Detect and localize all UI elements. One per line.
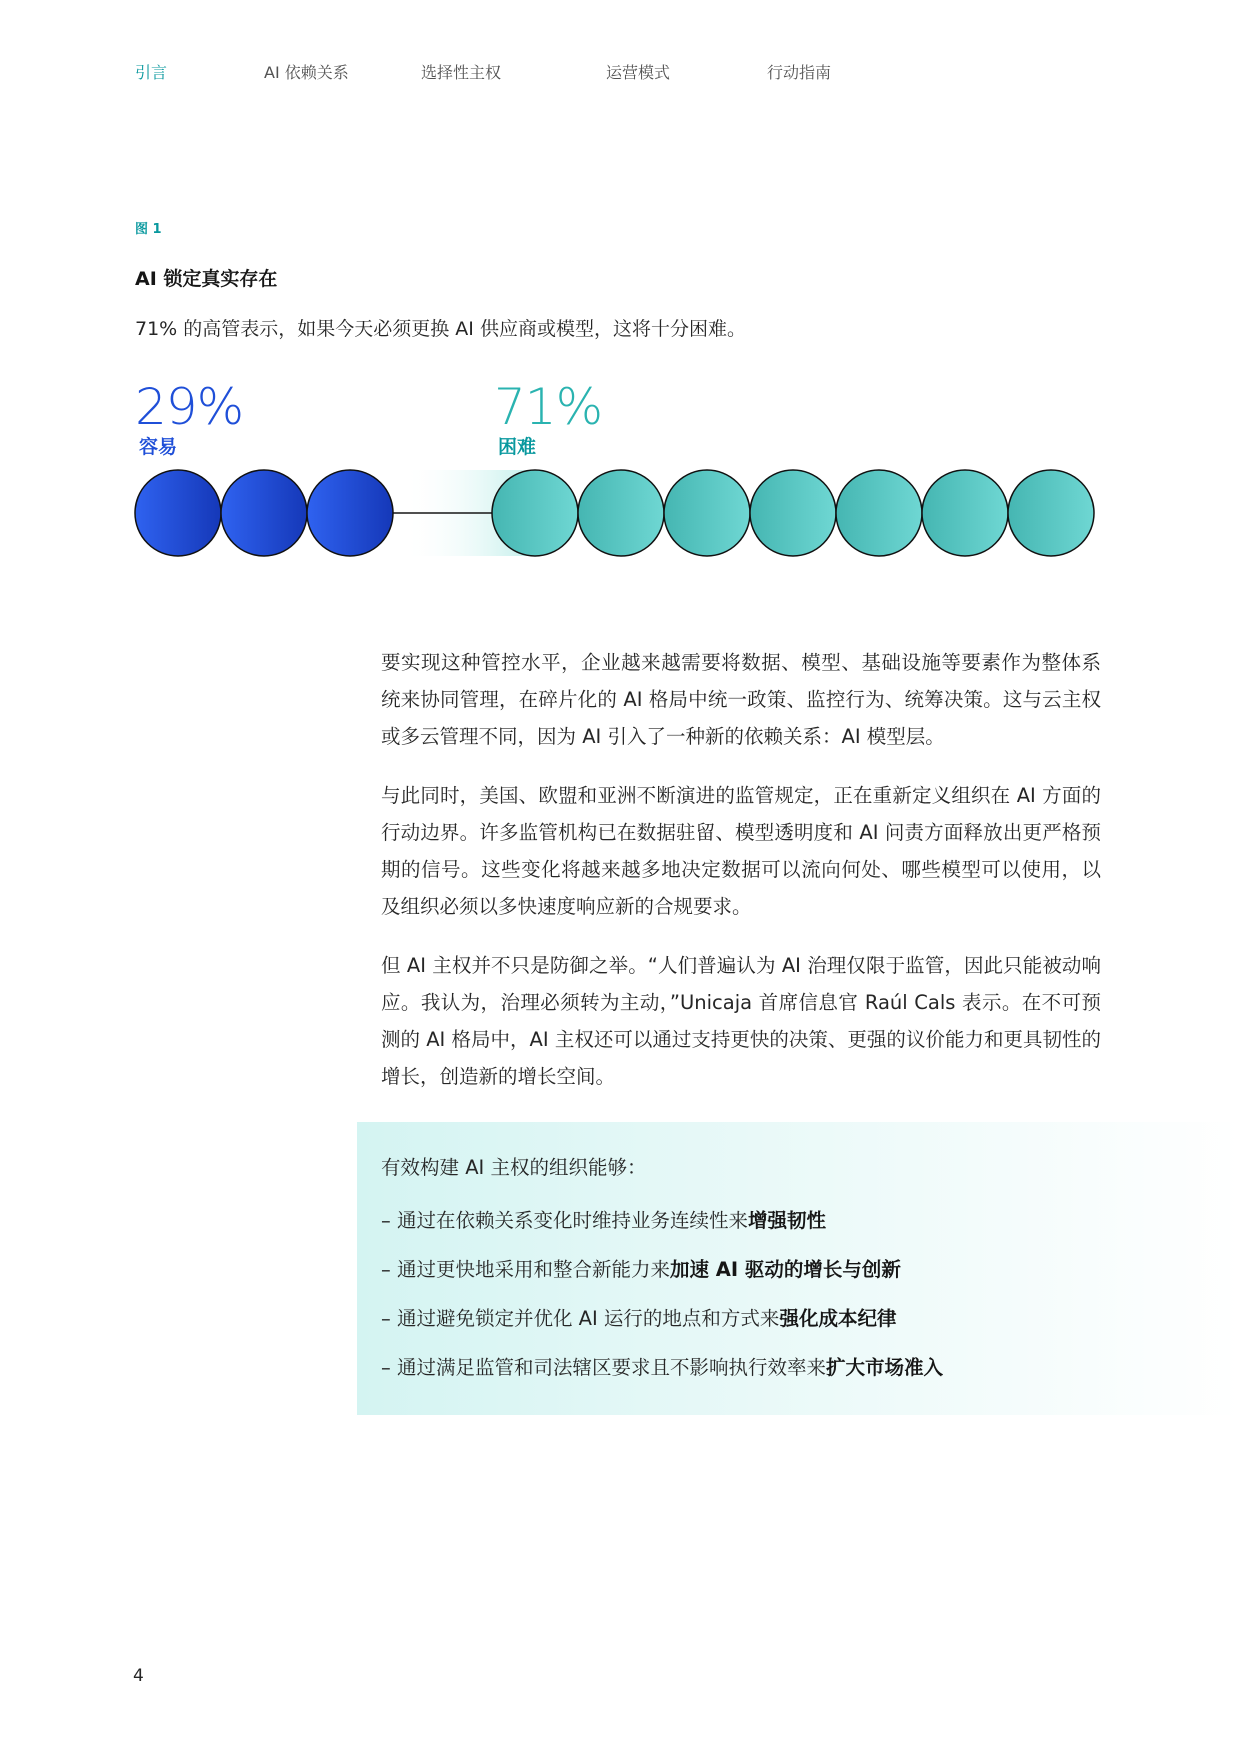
easy-label: 容易 [139, 436, 178, 458]
body-paragraph: 但 AI 主权并不只是防御之举。“人们普遍认为 AI 治理仅限于监管，因此只能被动响应。我认为，治理必须转为主动，”Unicaja 首席信息官 Raúl Cals 表示。在不可预测的 AI 格局中，AI 主权还可以通过支持更快的决策、更强的议价能力和更具韧性的增长，创造新的增长空间。 [381, 954, 1101, 1088]
benefit-item [381, 1208, 943, 1233]
benefits-callout [357, 1122, 1240, 1415]
easy-circle [135, 470, 221, 556]
hard-circle [1008, 470, 1094, 556]
top-navigation [0, 60, 1240, 84]
hard-circle [922, 470, 1008, 556]
body-paragraph: 与此同时，美国、欧盟和亚洲不断演进的监管规定，正在重新定义组织在 AI 方面的行动边界。许多监管机构已在数据驻留、模型透明度和 AI 问责方面释放出更严格预期的信号。这些变化将越来越多地决定数据可以流向何处、哪些模型可以使用，以及组织必须以多快速度响应新的合规要求。 [381, 784, 1101, 918]
benefit-text: – 通过避免锁定并优化 AI 运行的地点和方式来 [381, 1307, 780, 1330]
benefit-item [381, 1257, 943, 1282]
benefit-item [381, 1355, 943, 1380]
hard-circle [750, 470, 836, 556]
nav-item-ai-dependency[interactable]: AI 依赖关系 [264, 63, 349, 82]
body-paragraph: 要实现这种管控水平，企业越来越需要将数据、模型、基础设施等要素作为整体系统来协同管理，在碎片化的 AI 格局中统一政策、监控行为、统筹决策。这与云主权或多云管理不同，因为 AI 引入了一种新的依赖关系：AI 模型层。 [381, 651, 1101, 748]
benefit-emphasis: 强化成本纪律 [779, 1307, 897, 1330]
nav-item-intro[interactable]: 引言 [135, 63, 168, 82]
easy-circle [307, 470, 393, 556]
hard-circle [836, 470, 922, 556]
hard-circle [664, 470, 750, 556]
figure-title: AI 锁定真实存在 [135, 268, 278, 290]
nav-item-selective-sovereignty[interactable]: 选择性主权 [421, 63, 502, 82]
hard-label: 困难 [498, 436, 537, 458]
easy-circle [221, 470, 307, 556]
nav-item-action-guide[interactable]: 行动指南 [767, 63, 832, 82]
benefit-emphasis: 扩大市场准入 [825, 1356, 943, 1379]
benefit-text: – 通过满足监管和司法辖区要求且不影响执行效率来 [381, 1356, 826, 1379]
lock-in-circle-chart [0, 450, 1240, 580]
benefit-item [381, 1306, 943, 1331]
hard-percent: 71% [494, 378, 603, 436]
hard-circle [578, 470, 664, 556]
nav-item-operating-model[interactable]: 运营模式 [606, 63, 671, 82]
body-text [381, 644, 1101, 1117]
benefit-emphasis: 加速 AI 驱动的增长与创新 [669, 1258, 901, 1281]
benefits-list [381, 1208, 943, 1404]
page-number: 4 [133, 1666, 144, 1686]
benefit-text: – 通过更快地采用和整合新能力来 [381, 1258, 670, 1281]
callout-intro: 有效构建 AI 主权的组织能够： [381, 1156, 647, 1179]
figure-label: 图 1 [135, 222, 162, 237]
hard-circle [492, 470, 578, 556]
easy-percent: 29% [135, 378, 244, 436]
figure-subtitle: 71% 的高管表示，如果今天必须更换 AI 供应商或模型，这将十分困难。 [135, 318, 746, 340]
benefit-text: – 通过在依赖关系变化时维持业务连续性来 [381, 1209, 748, 1232]
benefit-emphasis: 增强韧性 [747, 1209, 826, 1232]
